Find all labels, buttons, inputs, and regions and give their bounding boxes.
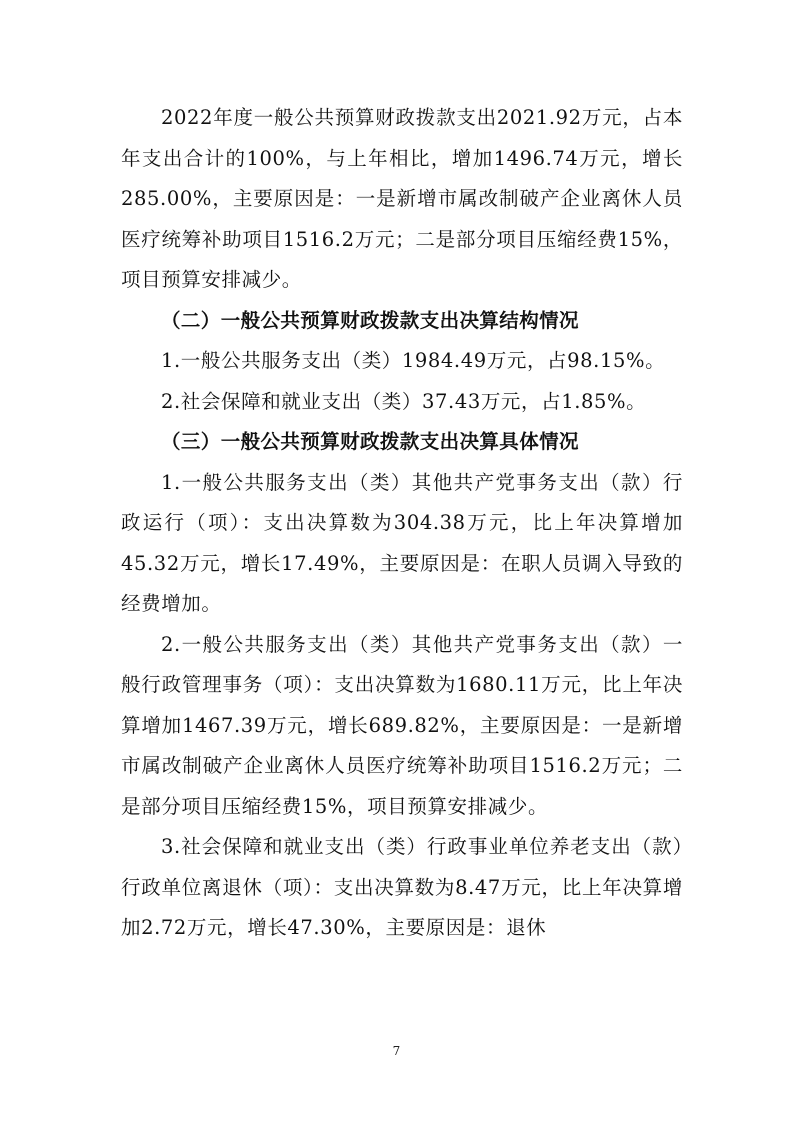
section-heading-details: （三）一般公共预算财政拨款支出决算具体情况	[161, 430, 579, 453]
paragraph-detail-item-3: 3.社会保障和就业支出（类）行政事业单位养老支出（款）行政单位离退休（项）：支出决算数为8.47万元，比上年决算增加2.72万元，增长47.30%，主要原因是：退休	[121, 835, 683, 939]
paragraph-expenditure-summary: 2022年度一般公共预算财政拨款支出2021.92万元，占本年支出合计的100%，与上年相比，增加1496.74万元，增长285.00%，主要原因是：一是新增市属改制破产企业离休人员医疗统筹补助项目1516.2万元；二是部分项目压缩经费15%，项目预算安排减少。	[121, 106, 683, 291]
paragraph-structure-item-1: 1.一般公共服务支出（类）1984.49万元，占98.15%。	[161, 349, 666, 372]
paragraph-detail-item-2: 2.一般公共服务支出（类）其他共产党事务支出（款）一般行政管理事务（项）：支出决算数为1680.11万元，比上年决算增加1467.39万元，增长689.82%，主要原因是：一是新增市属改制破产企业离休人员医疗统筹补助项目1516.2万元；二是部分项目压缩经费15%，项目预算安排减少。	[121, 632, 683, 818]
document-body	[121, 98, 683, 949]
paragraph-structure-item-2: 2.社会保障和就业支出（类）37.43万元，占1.85%。	[161, 389, 647, 413]
page-number: 7	[392, 1044, 401, 1058]
paragraph-detail-item-1: 1.一般公共服务支出（类）其他共产党事务支出（款）行政运行（项）：支出决算数为304.38万元，比上年决算增加45.32万元，增长17.49%，主要原因是：在职人员调入导致的经费增加。	[121, 470, 683, 615]
section-heading-structure: （二）一般公共预算财政拨款支出决算结构情况	[161, 308, 579, 332]
